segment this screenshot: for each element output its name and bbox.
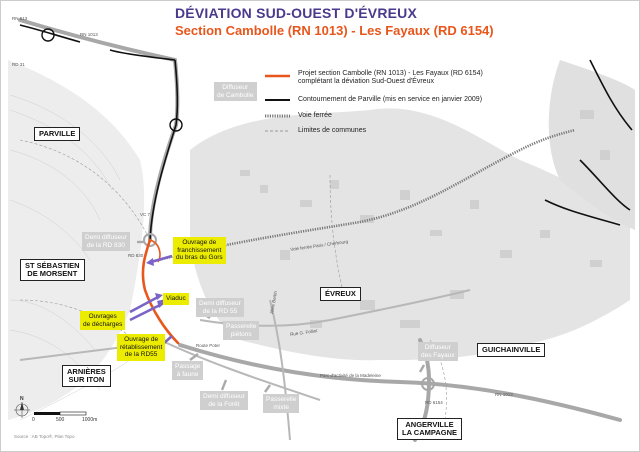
label-viaduc: Viaduc bbox=[163, 293, 189, 305]
town-st-sebastien-line1: ST SÉBASTIEN bbox=[25, 261, 80, 270]
town-evreux: ÉVREUX bbox=[320, 287, 361, 301]
label-ouvrages-decharges-line1: Ouvrages bbox=[88, 313, 117, 320]
scale-zero: 0 bbox=[32, 417, 35, 423]
label-demi-foret-line2: de la Forêt bbox=[208, 400, 240, 408]
label-ouvrage-rd55 bbox=[117, 334, 165, 361]
road-label-route-poter: Route Poter bbox=[196, 343, 221, 348]
town-arnieres-line1: ARNIÈRES bbox=[67, 367, 106, 376]
road-label-parc-activite: Parc d'activité de la Madeleine bbox=[320, 373, 381, 378]
legend-project-line2: complétant la déviation Sud-Ouest d'Évreux bbox=[298, 78, 434, 85]
label-ouvrages-decharges-line2: de décharges bbox=[83, 320, 123, 328]
legend-project bbox=[298, 70, 483, 86]
label-demi-rd55-line1: Demi diffuseur bbox=[199, 300, 241, 307]
label-ouvrage-gors-line2: franchissement bbox=[177, 246, 222, 254]
road-label-voie-ferree-paris: Voie ferrée Paris / Cherbourg bbox=[289, 238, 349, 253]
legend-limites: Limites de communes bbox=[298, 127, 367, 134]
label-passerelle-pietons-line2: piétons bbox=[230, 330, 252, 338]
road-label-rn1013-bottom: RN 1013 bbox=[495, 392, 513, 397]
scale-end: 1000m bbox=[82, 417, 98, 423]
legend-voie-ferree: Voie ferrée bbox=[298, 112, 332, 119]
label-ouvrage-gors-line1: Ouvrage de bbox=[182, 239, 217, 246]
label-diffuseur-fayaux bbox=[418, 342, 458, 361]
label-passage-faune bbox=[172, 361, 203, 380]
label-passerelle-pietons bbox=[223, 321, 259, 340]
interchange-northwest bbox=[42, 29, 54, 41]
label-demi-rd830-line2: de la RD 830 bbox=[86, 241, 125, 249]
town-arnieres bbox=[62, 365, 111, 387]
label-passage-faune-line2: à faune bbox=[176, 370, 199, 378]
road-label-rd6154: RD 6154 bbox=[425, 400, 443, 405]
label-passerelle-mixte bbox=[263, 394, 299, 413]
label-diffuseur-fayaux-line1: Diffuseur bbox=[424, 344, 451, 351]
label-ouvrage-rd55-line2: rétablissement bbox=[120, 343, 163, 351]
town-arnieres-line2: SUR ITON bbox=[68, 375, 105, 384]
town-guichainville: GUICHAINVILLE bbox=[477, 343, 545, 357]
label-demi-diffuseur-foret bbox=[200, 391, 248, 410]
label-demi-rd55-line2: de la RD 55 bbox=[202, 307, 238, 315]
road-label-vc7: VC 7 bbox=[140, 212, 151, 217]
road-label-rn1013-top: RN 1013 bbox=[80, 32, 98, 37]
label-demi-diffuseur-rd55 bbox=[196, 298, 244, 317]
label-ouvrages-decharges bbox=[80, 311, 125, 330]
label-diffuseur-cambolle-line2: de Cambolle bbox=[217, 91, 254, 99]
town-parville: PARVILLE bbox=[34, 127, 80, 141]
north-label: N bbox=[20, 396, 24, 402]
label-ouvrage-rd55-line3: de la RD55 bbox=[124, 351, 158, 358]
map-subtitle: Section Cambolle (RN 1013) - Les Fayaux (RD 6154) bbox=[175, 23, 494, 38]
town-angerville bbox=[397, 418, 462, 440]
town-angerville-line1: ANGERVILLE bbox=[405, 420, 454, 429]
road-label-allee-bertin: Allée Bertin bbox=[269, 290, 278, 315]
town-st-sebastien bbox=[20, 259, 85, 281]
label-demi-diffuseur-rd830 bbox=[82, 232, 130, 251]
road-label-rue-folliot: Rue G. Folliot bbox=[289, 328, 318, 337]
label-diffuseur-cambolle-line1: Diffuseur bbox=[222, 84, 249, 91]
label-passerelle-pietons-line1: Passerelle bbox=[226, 323, 257, 330]
label-ouvrage-gors-line3: du bras du Gors bbox=[176, 254, 223, 261]
label-demi-foret-line1: Demi diffuseur bbox=[203, 393, 245, 400]
map-title: DÉVIATION SUD-OUEST D'ÉVREUX bbox=[175, 5, 418, 21]
source-credit: Source : AB Topo®, Plan Topo bbox=[14, 434, 75, 439]
label-ouvrage-rd55-line1: Ouvrage de bbox=[124, 336, 159, 343]
scale-mid: 500 bbox=[56, 417, 65, 423]
road-label-rn613: RN 613 bbox=[12, 16, 28, 21]
scale-bar bbox=[34, 412, 86, 415]
label-diffuseur-fayaux-line2: des Fayaux bbox=[421, 351, 455, 359]
label-diffuseur-cambolle bbox=[214, 82, 257, 101]
legend-contournement: Contournement de Parville (mis en service en janvier 2009) bbox=[298, 96, 483, 103]
label-demi-rd830-line1: Demi diffuseur bbox=[85, 234, 127, 241]
town-angerville-line2: LA CAMPAGNE bbox=[402, 428, 457, 437]
label-passage-faune-line1: Passage bbox=[175, 363, 201, 370]
road-label-rd31: RD 31 bbox=[12, 62, 25, 67]
town-st-sebastien-line2: DE MORSENT bbox=[27, 269, 78, 278]
label-passerelle-mixte-line1: Passerelle bbox=[266, 396, 297, 403]
legend-project-line1: Projet section Cambolle (RN 1013) - Les Fayaux (RD 6154) bbox=[298, 70, 483, 77]
road-label-rd830: RD 830 bbox=[128, 253, 144, 258]
label-ouvrage-gors bbox=[173, 237, 226, 264]
label-passerelle-mixte-line2: mixte bbox=[273, 403, 289, 411]
